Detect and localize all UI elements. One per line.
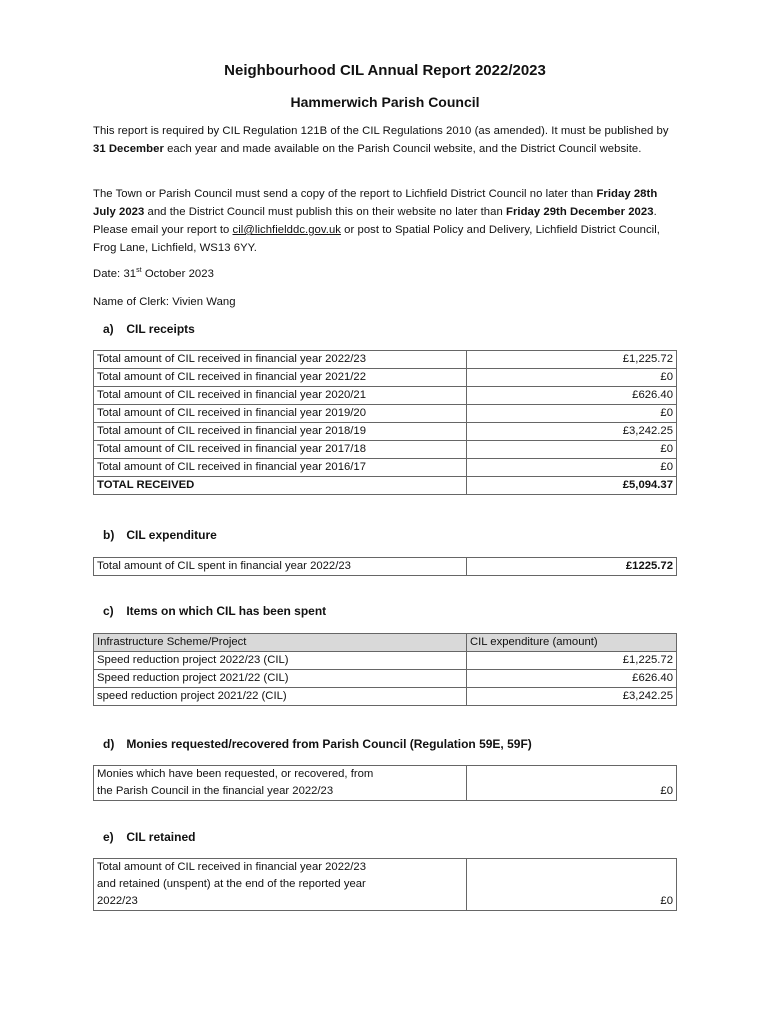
row-label-line: Monies which have been requested, or recovered, from (97, 768, 374, 780)
submission-deadline: Friday 28th July 2023 (93, 188, 658, 218)
total-amount: £5,094.37 (467, 477, 677, 495)
section-title: CIL retained (126, 830, 196, 844)
section-title: CIL expenditure (126, 528, 217, 542)
instructions-text: The Town or Parish Council must send a copy of the report to Lichfield District Council no later than (93, 188, 597, 200)
row-label: Total amount of CIL received in financial year 2021/22 (94, 369, 467, 387)
document-subtitle: Hammerwich Parish Council (290, 94, 480, 110)
row-amount: £626.40 (467, 387, 677, 405)
intro-paragraph (93, 122, 677, 158)
table-row (94, 387, 677, 405)
table-row (94, 558, 677, 576)
date-label: Date: 31 (93, 268, 137, 280)
row-label-line: Total amount of CIL received in financial year 2022/23 (97, 861, 366, 873)
row-label (94, 859, 467, 911)
publish-deadline: Friday 29th December 2023 (506, 206, 654, 218)
date-suffix: st (136, 267, 142, 275)
intro-text-end: each year and made available on the Parish Council website, and the District Council website. (163, 143, 642, 155)
instructions-text-2: and the District Council must publish this on their website no later than (144, 206, 506, 218)
row-label: Total amount of CIL received in financial year 2018/19 (94, 423, 467, 441)
instructions-text-4: or post to Spatial Policy and Delivery, Lichfield District Council, Frog Lane, Lichfield, WS13 6YY. (93, 224, 660, 254)
section-letter: a) (103, 322, 114, 336)
items-spent-table (93, 633, 677, 706)
intro-text: This report is required by CIL Regulation 121B of the CIL Regulations 2010 (as amended). It must be published by (93, 125, 669, 137)
row-amount: £0 (467, 766, 677, 801)
column-header-project: Infrastructure Scheme/Project (94, 634, 467, 652)
row-amount: £1225.72 (467, 558, 677, 576)
monies-recovered-table (93, 765, 677, 801)
table-header-row (94, 634, 677, 652)
section-b-heading (103, 528, 217, 542)
section-title: Monies requested/recovered from Parish Council (Regulation 59E, 59F) (126, 737, 532, 751)
row-amount: £0 (467, 459, 677, 477)
row-label (94, 766, 467, 801)
row-label-line: and retained (unspent) at the end of the reported year (97, 878, 366, 890)
row-amount: £626.40 (467, 670, 677, 688)
instructions-text-3: . Please email your report to (93, 206, 657, 236)
table-row (94, 859, 677, 911)
date-rest: October 2023 (141, 268, 214, 280)
instructions-paragraph (93, 185, 677, 257)
table-row (94, 423, 677, 441)
row-amount: £0 (467, 441, 677, 459)
table-row (94, 459, 677, 477)
table-row (94, 670, 677, 688)
total-label: TOTAL RECEIVED (94, 477, 467, 495)
section-c-heading (103, 604, 326, 618)
row-label-line: 2022/23 (97, 895, 138, 907)
row-label: Total amount of CIL received in financial year 2017/18 (94, 441, 467, 459)
cil-expenditure-table (93, 557, 677, 576)
row-label: Total amount of CIL received in financial year 2020/21 (94, 387, 467, 405)
email-link[interactable]: cil@lichfielddc.gov.uk (232, 224, 341, 236)
row-project: Speed reduction project 2022/23 (CIL) (94, 652, 467, 670)
table-row (94, 369, 677, 387)
intro-deadline: 31 December (93, 143, 164, 155)
row-amount: £0 (467, 859, 677, 911)
row-label: Total amount of CIL received in financial year 2022/23 (94, 351, 467, 369)
section-letter: d) (103, 737, 115, 751)
row-label: Total amount of CIL spent in financial year 2022/23 (94, 558, 467, 576)
section-letter: e) (103, 830, 114, 844)
row-amount: £3,242.25 (467, 423, 677, 441)
report-date (93, 265, 677, 283)
section-d-heading (103, 737, 532, 751)
table-row (94, 351, 677, 369)
cil-retained-table (93, 858, 677, 911)
row-amount: £1,225.72 (467, 652, 677, 670)
cil-receipts-table (93, 350, 677, 495)
row-amount: £1,225.72 (467, 351, 677, 369)
table-row (94, 688, 677, 706)
row-label-line: the Parish Council in the financial year 2022/23 (97, 785, 334, 797)
table-row (94, 766, 677, 801)
row-amount: £3,242.25 (467, 688, 677, 706)
row-label: Total amount of CIL received in financial year 2016/17 (94, 459, 467, 477)
section-e-heading (103, 830, 195, 844)
section-letter: b) (103, 528, 115, 542)
table-row (94, 405, 677, 423)
section-title: Items on which CIL has been spent (126, 604, 327, 618)
section-title: CIL receipts (126, 322, 195, 336)
row-amount: £0 (467, 405, 677, 423)
table-row (94, 652, 677, 670)
table-row (94, 441, 677, 459)
clerk-name: Name of Clerk: Vivien Wang (93, 296, 236, 308)
total-row (94, 477, 677, 495)
section-letter: c) (103, 604, 114, 618)
row-project: Speed reduction project 2021/22 (CIL) (94, 670, 467, 688)
column-header-amount: CIL expenditure (amount) (467, 634, 677, 652)
row-project: speed reduction project 2021/22 (CIL) (94, 688, 467, 706)
section-a-heading (103, 322, 195, 336)
row-label: Total amount of CIL received in financial year 2019/20 (94, 405, 467, 423)
row-amount: £0 (467, 369, 677, 387)
document-title: Neighbourhood CIL Annual Report 2022/2023 (224, 62, 546, 79)
